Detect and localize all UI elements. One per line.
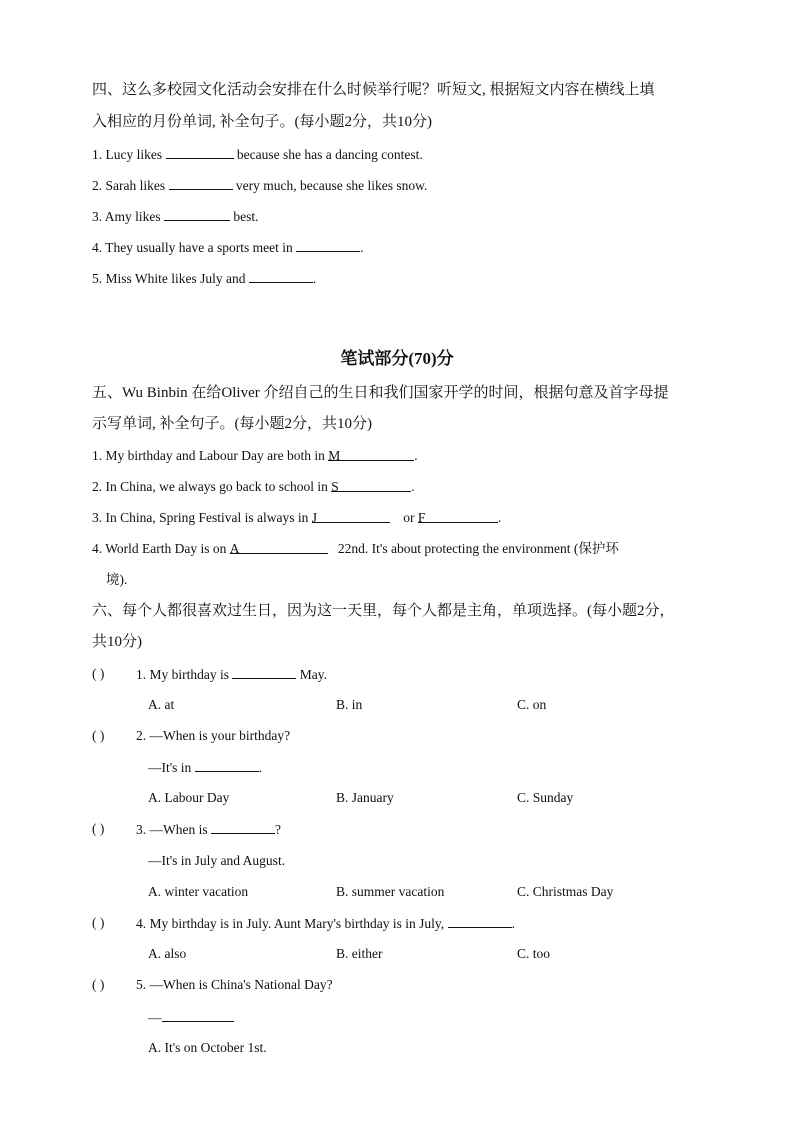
section6-question-2: 2. —When is your birthday? [136, 728, 291, 743]
option-a[interactable]: A. winter vacation [148, 884, 249, 899]
question-text: or [403, 510, 418, 525]
answer-blank[interactable] [230, 539, 328, 554]
question-text: 2. In China, we always go back to school in [92, 479, 332, 494]
option-c[interactable]: C. on [517, 697, 547, 712]
question-text: 4. World Earth Day is on [92, 541, 230, 556]
answer-blank[interactable] [328, 446, 414, 461]
answer-blank [448, 913, 512, 928]
option-c[interactable]: C. Sunday [517, 790, 574, 805]
question-text: . [258, 760, 263, 775]
written-section-title: 笔试部分(70)分 [340, 349, 454, 368]
answer-blank[interactable] [166, 144, 234, 159]
answer-paren[interactable]: ( ) [92, 728, 105, 743]
section4-question-3 [92, 206, 259, 227]
section5-heading-line2: 示写单词, 补全句子。(每小题2分，共10分) [92, 416, 372, 432]
section6-heading-line1: 六、每个人都很喜欢过生日，因为这一天里，每个人都是主角，单项选择。(每小题2分， [92, 603, 675, 619]
question-text: 1. My birthday is [136, 667, 233, 682]
section4-question-2 [92, 175, 427, 196]
section6-question-5: 5. —When is China's National Day? [136, 977, 333, 992]
answer-blank[interactable] [331, 477, 411, 492]
answer-blank [162, 1007, 234, 1022]
option-c[interactable]: C. Christmas Day [517, 884, 614, 899]
question-text: 4. They usually have a sports meet in [92, 240, 297, 255]
question-text: 4. My birthday is in July. Aunt Mary's birthday is in July, [136, 916, 448, 931]
answer-paren[interactable]: ( ) [92, 666, 105, 681]
answer-paren[interactable]: ( ) [92, 977, 105, 992]
answer-blank [195, 757, 259, 772]
section5-question-4-cont: 境). [106, 572, 128, 587]
answer-paren[interactable]: ( ) [92, 821, 105, 836]
answer-blank[interactable] [164, 206, 230, 221]
question-text: 1. My birthday and Labour Day are both in [92, 448, 329, 463]
question-text: 2. Sarah likes [92, 178, 169, 193]
question-text: — [148, 1010, 162, 1025]
section6-question-4 [136, 913, 515, 934]
section6-question-3-line2: —It's in July and August. [148, 853, 286, 868]
section5-question-3: 3. In China, Spring Festival is always in J or F . [92, 510, 502, 525]
initial-letter: S [331, 479, 339, 494]
section6-question-2-line2 [148, 757, 262, 778]
section5-question-2: 2. In China, we always go back to school in S . [92, 479, 415, 494]
option-a[interactable]: A. Labour Day [148, 790, 230, 805]
answer-blank[interactable] [296, 237, 360, 252]
question-text: —It's in [148, 760, 195, 775]
question-text: 1. Lucy likes [92, 147, 166, 162]
question-text: May. [296, 667, 327, 682]
answer-blank [211, 819, 275, 834]
option-b[interactable]: B. January [336, 790, 394, 805]
answer-blank[interactable] [418, 508, 498, 523]
section4-question-1 [92, 144, 423, 165]
section6-question-5-line2 [148, 1007, 234, 1028]
question-text: 3. —When is [136, 822, 211, 837]
section4-heading-line2: 入相应的月份单词, 补全句子。(每小题2分，共10分) [92, 114, 432, 130]
question-text: . [511, 916, 515, 931]
question-text: best. [230, 209, 259, 224]
question-text: 3. In China, Spring Festival is always in [92, 510, 312, 525]
initial-letter: M [328, 448, 341, 463]
section5-question-1: 1. My birthday and Labour Day are both in M . [92, 448, 418, 463]
answer-paren[interactable]: ( ) [92, 915, 105, 930]
option-a[interactable]: A. at [148, 697, 175, 712]
option-a[interactable]: A. It's on October 1st. [148, 1040, 267, 1055]
question-text: because she has a dancing contest. [233, 147, 423, 162]
question-text: ? [275, 822, 281, 837]
initial-letter: J [311, 510, 318, 525]
answer-blank [232, 664, 296, 679]
section4-question-5 [92, 268, 316, 289]
section6-question-3 [136, 819, 281, 840]
section4-heading-line1: 四、这么多校园文化活动会安排在什么时候举行呢？听短文, 根据短文内容在横线上填 [92, 82, 655, 98]
section5-heading-line1: 五、Wu Binbin 在给Oliver 介绍自己的生日和我们国家开学的时间，根据句意及首字母提 [92, 385, 669, 401]
initial-letter: A [229, 541, 240, 556]
section5-question-4 [92, 539, 619, 559]
option-c[interactable]: C. too [517, 946, 551, 961]
initial-letter: F [417, 510, 426, 525]
question-text: 3. Amy likes [92, 209, 165, 224]
answer-blank[interactable] [312, 508, 390, 523]
section4-question-4 [92, 237, 363, 258]
section6-heading-line2: 共10分) [92, 634, 142, 650]
answer-blank[interactable] [169, 175, 233, 190]
option-a[interactable]: A. also [148, 946, 187, 961]
question-text: very much, because she likes snow. [232, 178, 428, 193]
answer-blank[interactable] [249, 268, 313, 283]
option-b[interactable]: B. summer vacation [336, 884, 445, 899]
section6-question-1 [136, 664, 327, 685]
question-text: 5. Miss White likes July and [92, 271, 249, 286]
question-text: . [360, 240, 364, 255]
question-text: . [312, 271, 317, 286]
option-b[interactable]: B. in [336, 697, 363, 712]
question-text: 22nd. It's about protecting the environment (保护环 [337, 541, 619, 556]
option-b[interactable]: B. either [336, 946, 383, 961]
